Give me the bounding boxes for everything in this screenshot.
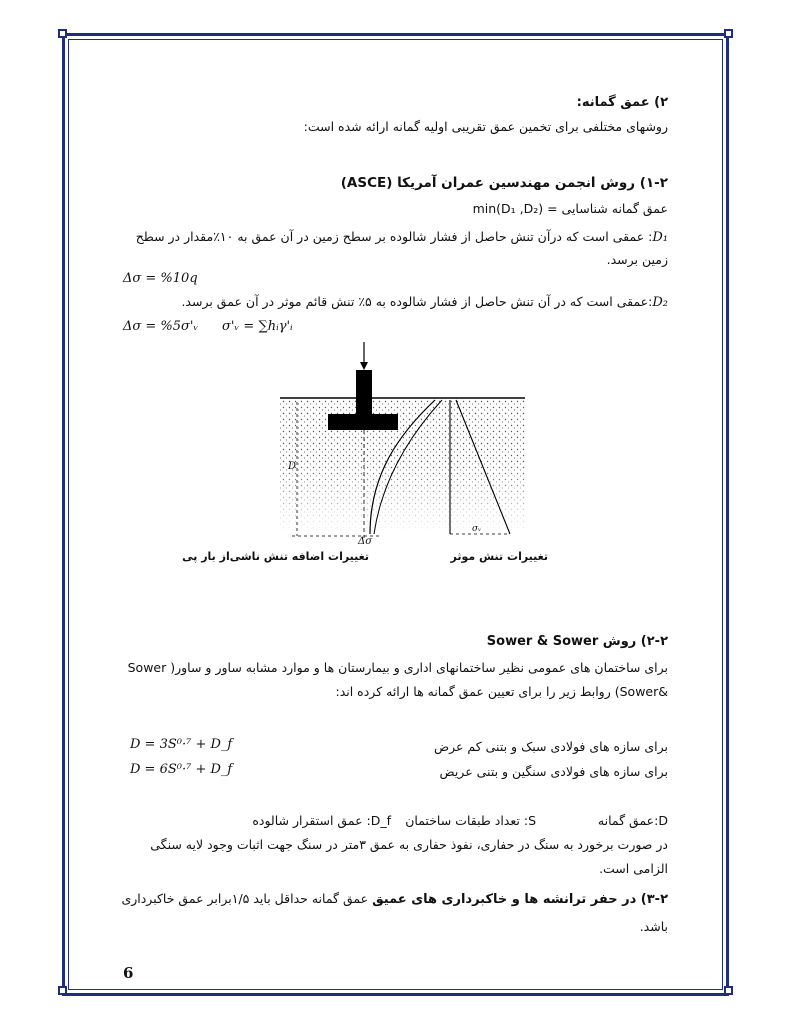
method2-paragraph-line2: &Sower) روابط زیر را برای تعیین عمق گمانه ها ارائه کرده اند: [335, 684, 668, 699]
d2-definition [181, 294, 668, 310]
d2-text: :عمقی است که در آن تنش حاصل از فشار شالوده به ۵٪ تنش قائم موثر در آن عمق برسد. [181, 294, 653, 309]
formula-effective-stress: σ'ᵥ = ∑hᵢγ'ᵢ [222, 319, 293, 334]
d1-definition [136, 229, 668, 245]
legend-depth: D:عمق گمانه [597, 813, 668, 828]
method1-heading: ۱-۲) روش انجمن مهندسین عمران آمریکا (ASCE) [340, 175, 668, 191]
formula-row2-label: برای سازه های فولادی سنگین و بتنی عریض [439, 764, 668, 779]
d2-symbol: D₂ [652, 295, 668, 310]
method3-line2: باشد. [639, 919, 668, 934]
formula-d2-stress: Δσ = %5σ'ᵥ [123, 319, 199, 334]
method3-line1 [121, 891, 668, 907]
method2-paragraph-line1: برای ساختمان های عمومی نظیر ساختمانهای اداری و بیمارستان ها و موارد مشابه ساور و ساور( Sower [127, 660, 668, 675]
figure-caption-added-stress: تغییرات اضافه تنش ناشی‌از بار پی [182, 550, 369, 563]
stress-distribution-figure [270, 340, 540, 540]
figure-label-sigma-v: σᵥ [472, 524, 482, 534]
corner-ornament-top-left [58, 29, 67, 38]
d1-symbol: D₁ [652, 230, 668, 245]
section-heading: ۲) عمق گمانه: [576, 95, 668, 110]
page-number: 6 [123, 964, 134, 982]
formula-row1: D = 3S⁰·⁷ + D_f [130, 737, 233, 752]
formula-row2: D = 6S⁰·⁷ + D_f [130, 762, 233, 777]
d1-text: : عمقی است که درآن تنش حاصل از فشار شالوده بر سطح زمین در آن عمق به ۱۰٪مقدار در سطح [135, 229, 653, 244]
formula-row1-label: برای سازه های فولادی سبک و بتنی کم عرض [433, 739, 668, 754]
method3-heading: ۳-۲) در حفر ترانشه ها و خاکبرداری های عمیق [372, 892, 668, 907]
footing-column [356, 370, 372, 416]
figure-caption-effective-stress: تغییرات تنش موثر [450, 550, 548, 563]
legend-stories: S: تعداد طبقات ساختمان [405, 813, 536, 828]
d1-definition-cont: زمین برسد. [606, 252, 668, 267]
rock-note-line1: در صورت برخورد به سنگ در حفاری، نفوذ حفاری به عمق ۳متر در سنگ جهت اثبات وجود لایه سنگی [150, 837, 668, 852]
corner-ornament-bottom-right [724, 986, 733, 995]
figure-label-delta-sigma: Δσ [358, 536, 373, 547]
method2-heading: ۲-۲) روش Sower & Sower [486, 634, 668, 649]
corner-ornament-bottom-left [58, 986, 67, 995]
method3-text: عمق گمانه حداقل باید ۱/۵برابر عمق خاکبرداری [121, 891, 373, 906]
method1-formula-main: عمق گمانه شناسایی = min(D₁ ,D₂) [472, 201, 668, 216]
section-intro: روشهای مختلفی برای تخمین عمق تقریبی اولیه گمانه ارائه شده است: [303, 119, 668, 134]
rock-note-line2: الزامی است. [599, 861, 668, 876]
corner-ornament-top-right [724, 29, 733, 38]
formula-d1: Δσ = %10q [123, 271, 198, 286]
figure-label-depth: D [288, 461, 297, 472]
legend-foundation-depth: D_f: عمق استقرار شالوده [252, 813, 391, 828]
footing-base [328, 414, 398, 430]
